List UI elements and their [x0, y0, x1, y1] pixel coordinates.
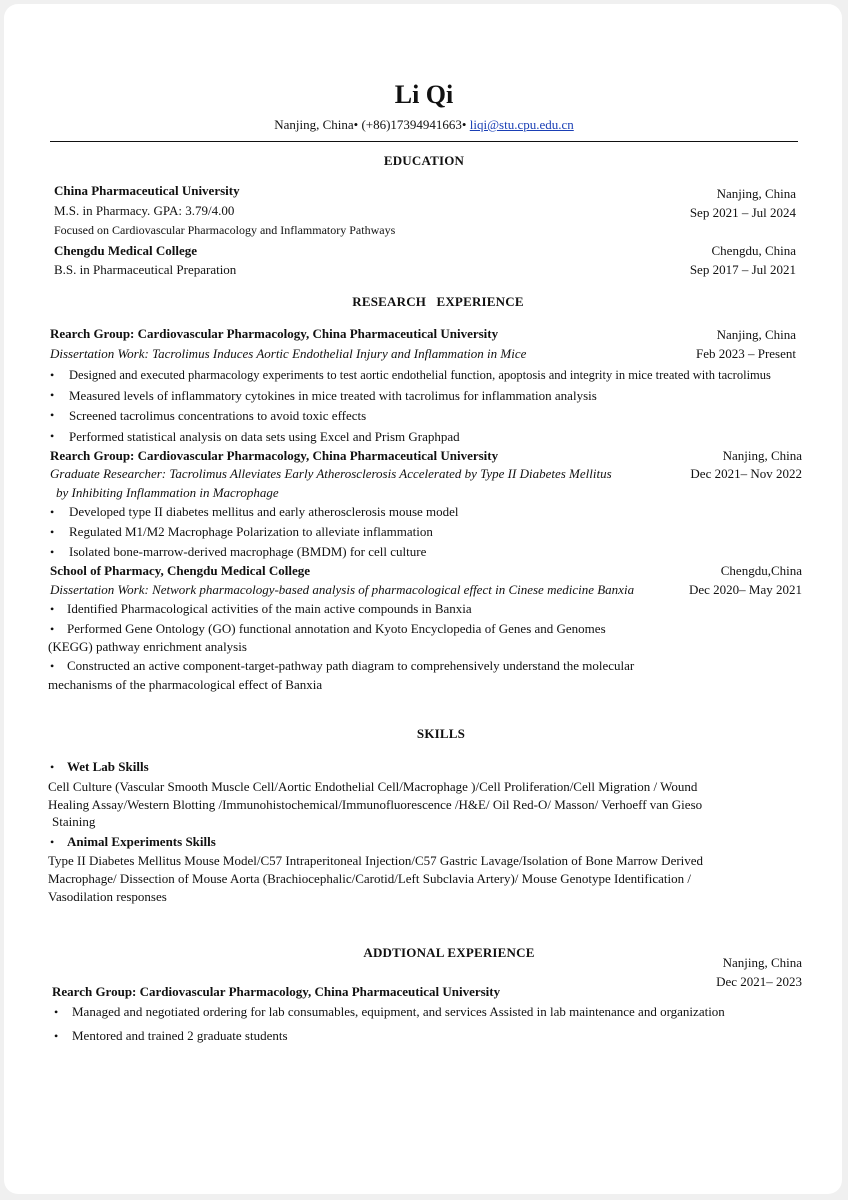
edu-school: China Pharmaceutical University [54, 183, 240, 198]
edu-school: Chengdu Medical College [54, 243, 197, 258]
research-bullet: Performed Gene Ontology (GO) functional annotation and Kyoto Encyclopedia of Genes and Genomes [67, 621, 606, 636]
research-location: Chengdu,China [720, 563, 802, 578]
edu-location: Nanjing, China [716, 186, 796, 201]
bullet-icon: • [50, 505, 55, 519]
skills-heading: SKILLS [416, 726, 466, 741]
additional-bullet: Managed and negotiated ordering for lab consumables, equipment, and services Assisted in lab maintenance and organization [72, 1004, 725, 1019]
research-role: Dissertation Work: Network pharmacology-based analysis of pharmacological effect in Cinese medicine Banxia [50, 582, 635, 597]
edu-focus: Focused on Cardiovascular Pharmacology and Inflammatory Pathways [54, 223, 396, 237]
bullet-icon: • [50, 835, 55, 849]
bullet-icon: • [50, 622, 55, 636]
skill-category: Animal Experiments Skills [67, 834, 216, 849]
skill-line: Type II Diabetes Mellitus Mouse Model/C57 Intraperitoneal Injection/C57 Gastric Lavage/Isolation of Bone Marrow Derived [48, 853, 704, 868]
edu-dates: Sep 2021 – Jul 2024 [689, 205, 796, 220]
additional-dates: Dec 2021– 2023 [716, 974, 802, 989]
research-bullet-cont: mechanisms of the pharmacological effect of Banxia [48, 677, 323, 692]
research-role-cont: by Inhibiting Inflammation in Macrophage [56, 485, 279, 500]
research-bullet: Screened tacrolimus concentrations to avoid toxic effects [69, 408, 367, 423]
candidate-name: Li Qi [394, 80, 454, 109]
bullet-icon: • [50, 408, 55, 422]
research-role: Dissertation Work: Tacrolimus Induces Aortic Endothelial Injury and Inflammation in Mice [50, 346, 527, 361]
bullet-icon: • [50, 760, 55, 774]
bullet-icon: • [54, 1029, 59, 1043]
additional-bullet: Mentored and trained 2 graduate students [72, 1028, 288, 1043]
education-heading: EDUCATION [383, 153, 465, 168]
skill-line: Staining [52, 814, 96, 829]
skill-line: Healing Assay/Western Blotting /Immunohistochemical/Immunofluorescence /H&E/ Oil Red-O/ Masson/ Verhoeff van Gieso [48, 797, 703, 812]
research-bullet: Developed type II diabetes mellitus and early atherosclerosis mouse model [69, 504, 459, 519]
research-dates: Feb 2023 – Present [695, 346, 796, 361]
research-dates: Dec 2020– May 2021 [688, 582, 802, 597]
skill-line: Vasodilation responses [48, 889, 167, 904]
edu-dates: Sep 2017 – Jul 2021 [689, 262, 796, 277]
research-role: Graduate Researcher: Tacrolimus Alleviates Early Atherosclerosis Accelerated by Type II Diabetes Mellitus [50, 466, 612, 481]
bullet-icon: • [54, 1005, 59, 1019]
research-bullet-cont: (KEGG) pathway enrichment analysis [48, 639, 247, 654]
skill-line: Macrophage/ Dissection of Mouse Aorta (Brachiocephalic/Carotid/Left Subclavia Artery)/ Mouse Genotype Identification / [48, 871, 691, 886]
research-group: School of Pharmacy, Chengdu Medical College [50, 563, 310, 578]
research-bullet: Performed statistical analysis on data sets using Excel and Prism Graphpad [69, 429, 460, 444]
research-location: Nanjing, China [716, 327, 796, 342]
research-group: Rearch Group: Cardiovascular Pharmacology, China Pharmaceutical University [50, 448, 499, 463]
bullet-icon: • [50, 368, 55, 382]
research-bullet: Designed and executed pharmacology experiments to test aortic endothelial function, apoptosis and integrity in mice treated with tacrolimus [69, 368, 771, 382]
research-bullet: Constructed an active component-target-pathway path diagram to comprehensively understand the molecular [67, 658, 635, 673]
research-bullet: Regulated M1/M2 Macrophage Polarization to alleviate inflammation [69, 524, 433, 539]
contact-text: Nanjing, China• (+86)17394941663• [274, 117, 470, 132]
header-divider [50, 141, 798, 142]
skill-category: Wet Lab Skills [67, 759, 149, 774]
edu-degree: B.S. in Pharmaceutical Preparation [54, 262, 237, 277]
skill-line: Cell Culture (Vascular Smooth Muscle Cell/Aortic Endothelial Cell/Macrophage )/Cell Proliferation/Cell Migration / Wound [48, 779, 698, 794]
edu-degree: M.S. in Pharmacy. GPA: 3.79/4.00 [54, 203, 235, 218]
research-bullet: Isolated bone-marrow-derived macrophage (BMDM) for cell culture [69, 544, 427, 559]
bullet-icon: • [50, 429, 55, 443]
bullet-icon: • [50, 602, 55, 616]
bullet-icon: • [50, 545, 55, 559]
bullet-icon: • [50, 659, 55, 673]
additional-group: Rearch Group: Cardiovascular Pharmacology, China Pharmaceutical University [52, 984, 501, 999]
contact-line [0, 117, 848, 133]
edu-location: Chengdu, China [711, 243, 796, 258]
research-group: Rearch Group: Cardiovascular Pharmacology, China Pharmaceutical University [50, 326, 499, 341]
email-link[interactable]: liqi@stu.cpu.edu.cn [469, 117, 574, 132]
research-location: Nanjing, China [722, 448, 802, 463]
research-dates: Dec 2021– Nov 2022 [690, 466, 802, 481]
research-bullet: Measured levels of inflammatory cytokines in mice treated with tacrolimus for inflammation analysis [69, 388, 597, 403]
additional-heading: ADDTIONAL EXPERIENCE [363, 945, 535, 960]
bullet-icon: • [50, 525, 55, 539]
bullet-icon: • [50, 388, 55, 402]
research-bullet: Identified Pharmacological activities of the main active compounds in Banxia [67, 601, 472, 616]
research-heading: RESEARCH EXPERIENCE [352, 294, 524, 309]
additional-location: Nanjing, China [722, 955, 802, 970]
